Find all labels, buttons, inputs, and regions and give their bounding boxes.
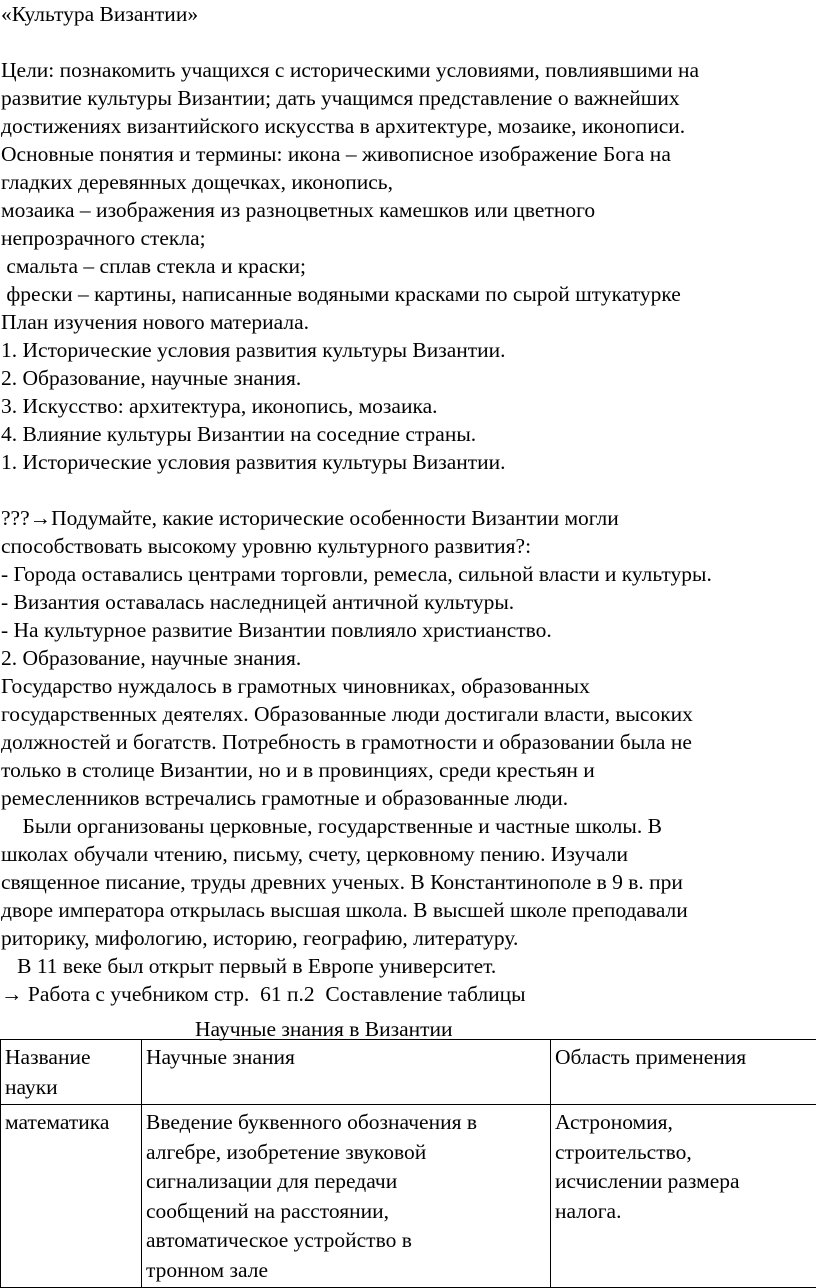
paragraph-line: государственных деятелях. Образованные люди достигали власти, высоких — [1, 700, 693, 728]
terms-line: Основные понятия и термины: икона – живописное изображение Бога на — [1, 140, 671, 168]
science-table — [0, 1039, 816, 1288]
plan-item: 2. Образование, научные знания. — [1, 364, 301, 392]
paragraph-line: Государство нуждалось в грамотных чиновниках, образованных — [1, 672, 590, 700]
terms-line: фрески – картины, написанные водяными красками по сырой штукатурке — [1, 280, 681, 308]
paragraph-line: школах обучали чтению, письму, счету, церковному пению. Изучали — [1, 840, 628, 868]
section-heading: 2. Образование, научные знания. — [1, 644, 301, 672]
paragraph-line: должностей и богатств. Потребность в грамотности и образовании была не — [1, 728, 692, 756]
terms-line: гладких деревянных дощечках, иконопись, — [1, 168, 393, 196]
table-header-row — [1, 1040, 816, 1105]
paragraph-line: Были организованы церковные, государственные и частные школы. В — [1, 812, 662, 840]
paragraph-line: риторику, мифологию, историю, географию, литературу. — [1, 924, 518, 952]
goals-line: достижениях византийского искусства в архитектуре, мозаике, иконописи. — [1, 112, 685, 140]
question-line: способствовать высокому уровню культурного развития?: — [1, 532, 531, 560]
answer-item: - На культурное развитие Византии повлияло христианство. — [1, 616, 552, 644]
terms-line: смальта – сплав стекла и краски; — [1, 252, 306, 280]
table-header-cell: Область применения — [551, 1040, 816, 1105]
terms-line: непрозрачного стекла; — [1, 224, 206, 252]
section-heading: 1. Исторические условия развития культуры Византии. — [1, 448, 506, 476]
paragraph-line: только в столице Византии, но и в провинциях, среди крестьян и — [1, 756, 595, 784]
plan-item: 4. Влияние культуры Византии на соседние страны. — [1, 420, 476, 448]
plan-item: 3. Искусство: архитектура, иконопись, мозаика. — [1, 392, 438, 420]
plan-heading: План изучения нового материала. — [1, 308, 309, 336]
question-line: ???→Подумайте, какие исторические особенности Византии могли — [1, 504, 619, 532]
table-row — [1, 1105, 816, 1288]
table-cell: Астрономия, строительство, исчислении размера налога. — [551, 1105, 816, 1288]
paragraph-line: дворе императора открылась высшая школа. В высшей школе преподавали — [1, 896, 688, 924]
answer-item: - Города оставались центрами торговли, ремесла, сильной власти и культуры. — [1, 560, 712, 588]
answer-item: - Византия оставалась наследницей античной культуры. — [1, 588, 514, 616]
document-title: «Культура Византии» — [1, 0, 198, 28]
table-cell: математика — [1, 1105, 142, 1288]
table-header-cell: Название науки — [1, 1040, 142, 1105]
table-header-cell: Научные знания — [142, 1040, 551, 1105]
terms-line: мозаика – изображения из разноцветных камешков или цветного — [1, 196, 595, 224]
goals-line: развитие культуры Византии; дать учащимся представление о важнейших — [1, 84, 680, 112]
table-cell: Введение буквенного обозначения в алгебре, изобретение звуковой сигнализации для передачи сообщений на расстоянии, автоматическое устройство в тронном зале — [142, 1105, 551, 1288]
paragraph-line: ремесленников встречались грамотные и образованные люди. — [1, 784, 568, 812]
task-line: → Работа с учебником стр. 61 п.2 Составление таблицы — [1, 980, 526, 1008]
paragraph-line: священное писание, труды древних ученых. В Константинополе в 9 в. при — [1, 868, 683, 896]
paragraph-line: В 11 веке был открыт первый в Европе университет. — [1, 952, 496, 980]
table-title: Научные знания в Византии — [195, 1016, 453, 1042]
goals-line: Цели: познакомить учащихся с историческими условиями, повлиявшими на — [1, 56, 699, 84]
plan-item: 1. Исторические условия развития культуры Византии. — [1, 336, 506, 364]
